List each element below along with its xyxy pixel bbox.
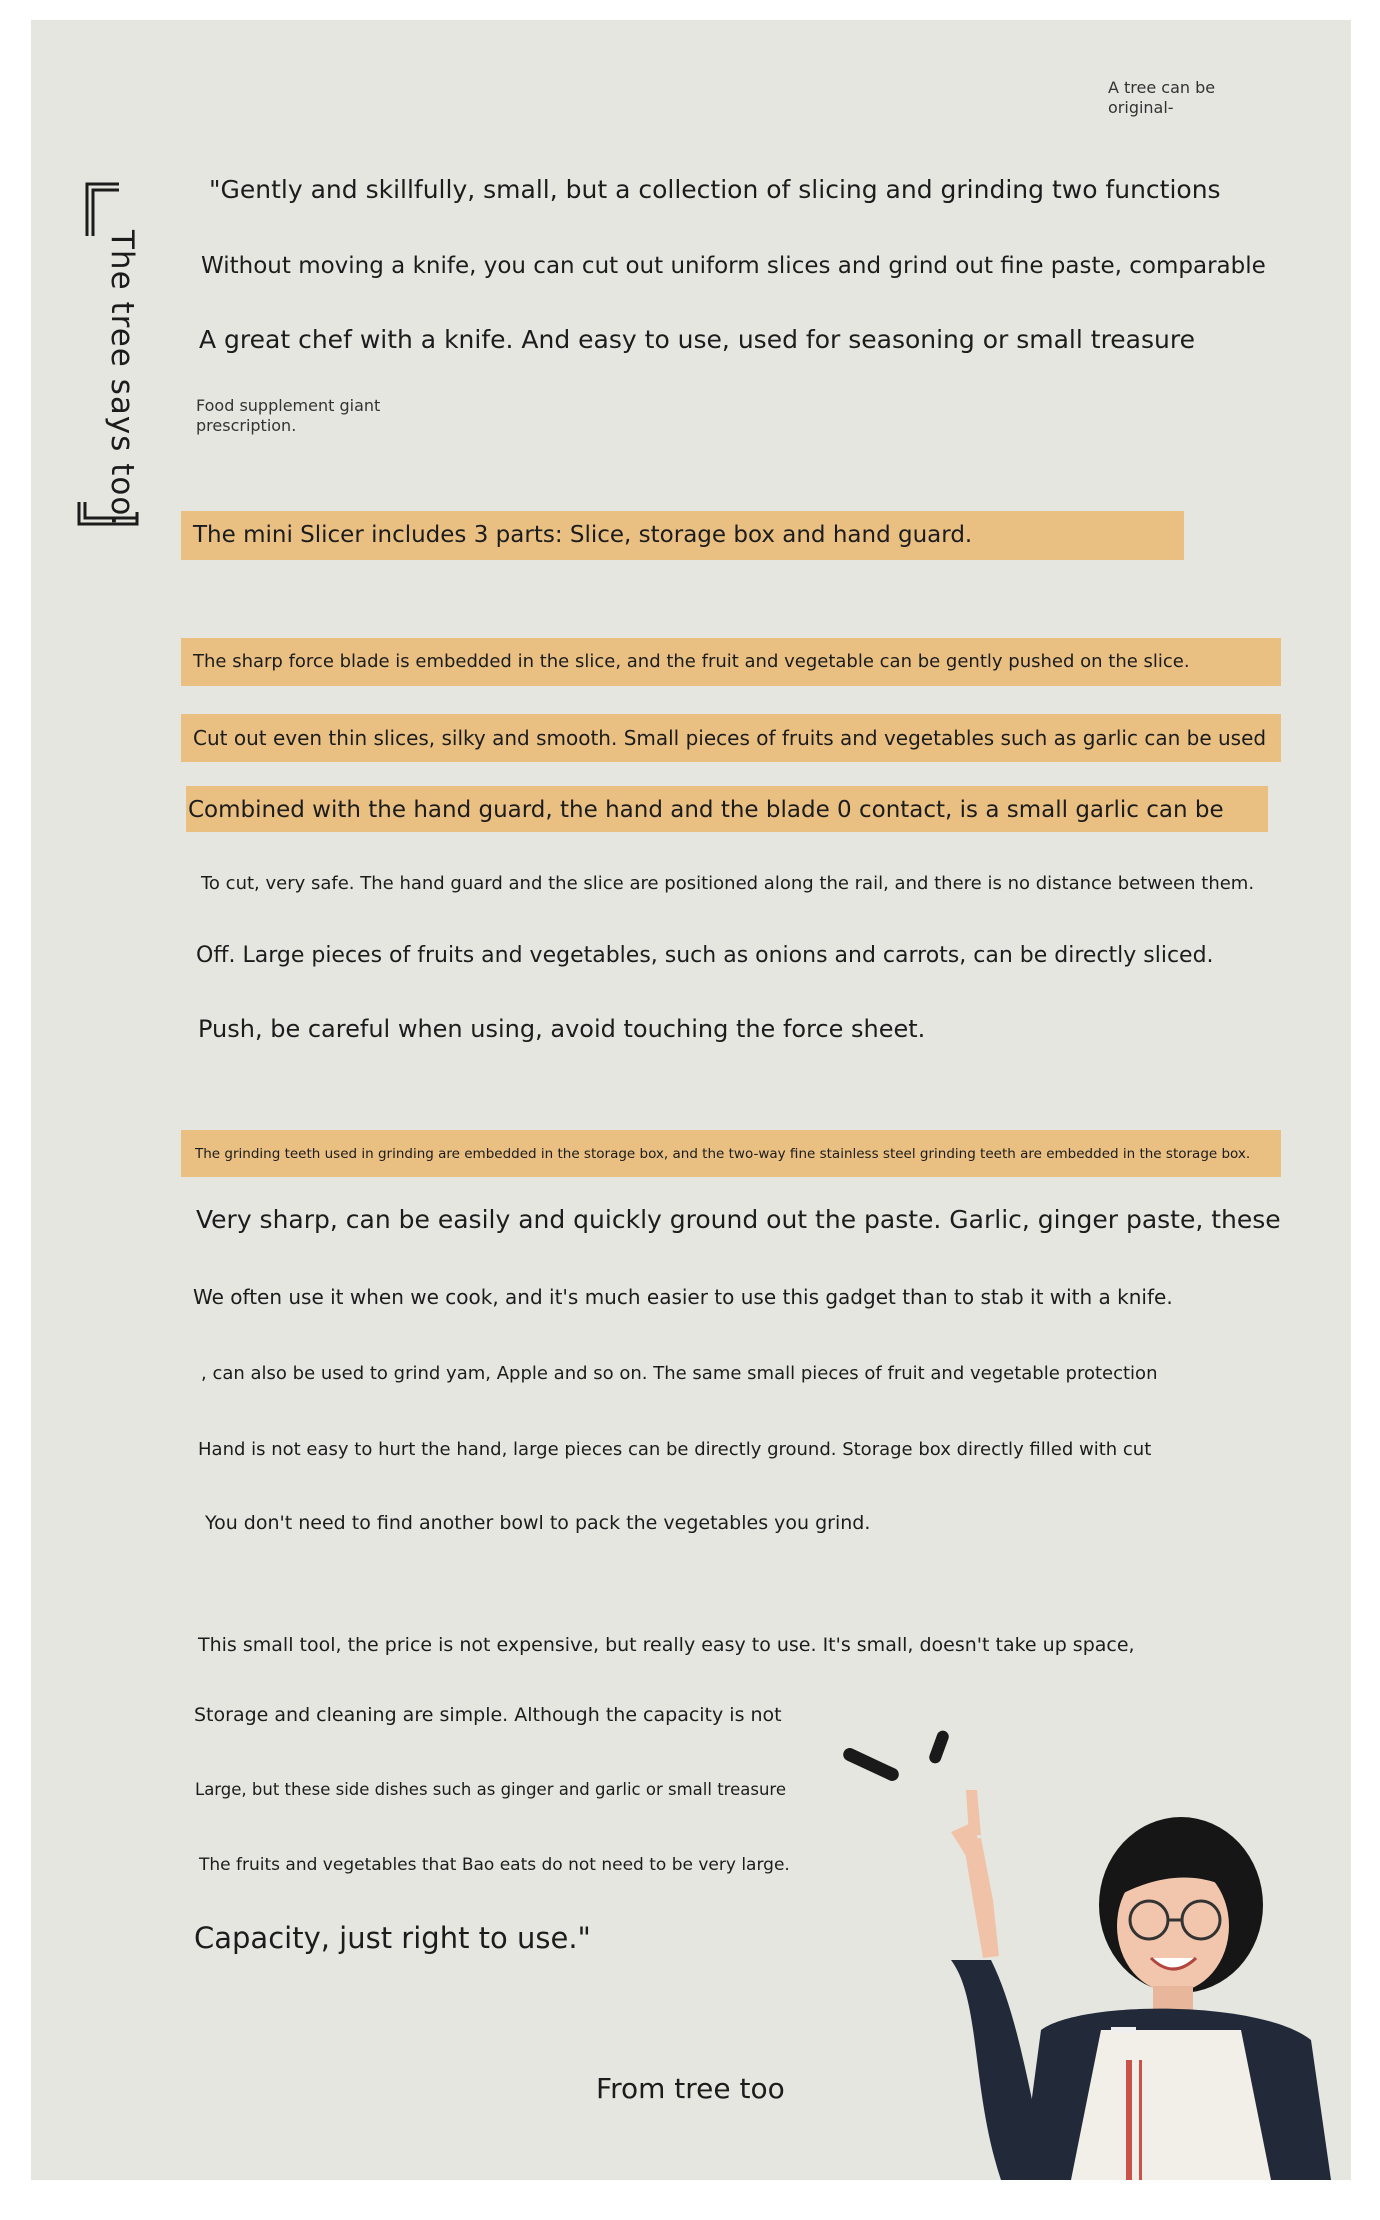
closing-text-line: The fruits and vegetables that Bao eats do not need to be very large. bbox=[199, 1855, 790, 1875]
grinder-heading: The grinding teeth used in grinding are embedded in the storage box, and the two-way fine stainless steel grinding teeth are embedded in the storage box. bbox=[195, 1146, 1251, 1162]
slicer-highlight-line: Combined with the hand guard, the hand and the blade 0 contact, is a small garlic can be bbox=[188, 797, 1224, 823]
grinder-text-line: Hand is not easy to hurt the hand, large pieces can be directly ground. Storage box directly filled with cut bbox=[198, 1439, 1152, 1460]
closing-text-line: Large, but these side dishes such as ginger and garlic or small treasure bbox=[195, 1780, 786, 1799]
slicer-text-line: Push, be careful when using, avoid touching the force sheet. bbox=[198, 1015, 926, 1043]
slicer-highlight-line: Cut out even thin slices, silky and smooth. Small pieces of fruits and vegetables such as garlic can be used bbox=[193, 726, 1267, 750]
side-title: The tree says too. bbox=[104, 230, 140, 527]
grinder-text-line: , can also be used to grind yam, Apple and so on. The same small pieces of fruit and vegetable protection bbox=[201, 1363, 1158, 1384]
grinder-text-line: We often use it when we cook, and it's much easier to use this gadget than to stab it with a knife. bbox=[193, 1285, 1173, 1309]
document-page bbox=[31, 20, 1351, 2180]
slicer-highlight-line: The sharp force blade is embedded in the slice, and the fruit and vegetable can be gently pushed on the slice. bbox=[193, 651, 1190, 672]
sub-note: Food supplement giant prescription. bbox=[196, 396, 381, 435]
slicer-text-line: Off. Large pieces of fruits and vegetables, such as onions and carrots, can be directly sliced. bbox=[196, 943, 1214, 968]
closing-text-line: Capacity, just right to use." bbox=[194, 1921, 591, 1955]
brush-stroke bbox=[841, 1746, 901, 1783]
close-bracket-icon bbox=[75, 498, 141, 528]
corner-note: A tree can be original- bbox=[1108, 78, 1216, 117]
closing-text-line: This small tool, the price is not expensive, but really easy to use. It's small, doesn't take up space, bbox=[198, 1634, 1135, 1656]
intro-line: Without moving a knife, you can cut out uniform slices and grind out fine paste, comparable bbox=[201, 253, 1266, 279]
intro-line: "Gently and skillfully, small, but a collection of slicing and grinding two functions bbox=[209, 175, 1221, 204]
closing-text-line: Storage and cleaning are simple. Although the capacity is not bbox=[194, 1704, 782, 1726]
signature: From tree too bbox=[596, 2072, 785, 2105]
intro-line: A great chef with a knife. And easy to use, used for seasoning or small treasure bbox=[199, 325, 1195, 354]
person-illustration bbox=[911, 1730, 1351, 2180]
grinder-text-line: You don't need to find another bowl to pack the vegetables you grind. bbox=[205, 1512, 871, 1534]
grinder-text-line: Very sharp, can be easily and quickly ground out the paste. Garlic, ginger paste, these bbox=[196, 1205, 1281, 1234]
slicer-text-line: To cut, very safe. The hand guard and the slice are positioned along the rail, and there is no distance between them. bbox=[201, 873, 1255, 894]
slicer-heading: The mini Slicer includes 3 parts: Slice, storage box and hand guard. bbox=[193, 522, 973, 548]
